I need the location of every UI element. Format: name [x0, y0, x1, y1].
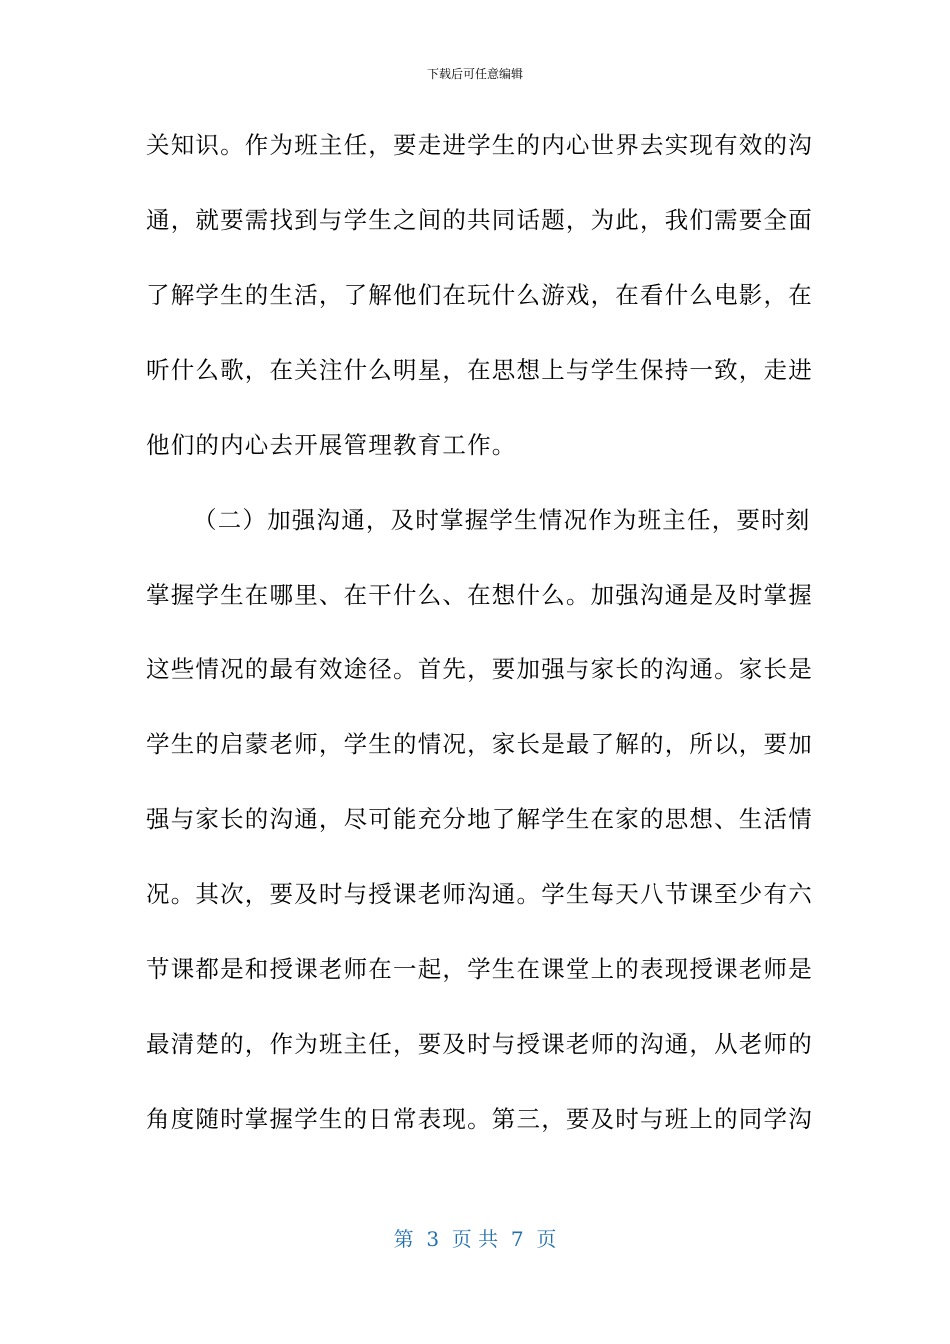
- text-line: 掌握学生在哪里、在干什么、在想什么。加强沟通是及时掌握: [146, 581, 813, 609]
- page-header-note: 下载后可任意编辑: [426, 67, 523, 81]
- page-number-footer: 第 3 页 共 7 页: [393, 1227, 557, 1251]
- text-line: 学生的启蒙老师，学生的情况，家长是最了解的，所以，要加: [146, 730, 813, 758]
- text-line: 他们的内心去开展管理教育工作。: [146, 431, 517, 459]
- text-line: 这些情况的最有效途径。首先，要加强与家长的沟通。家长是: [146, 655, 813, 683]
- text-line: 关知识。作为班主任，要走进学生的内心世界去实现有效的沟: [146, 131, 813, 159]
- text-line: 强与家长的沟通，尽可能充分地了解学生在家的思想、生活情: [146, 805, 813, 833]
- text-line: 况。其次，要及时与授课老师沟通。学生每天八节课至少有六: [146, 880, 813, 908]
- text-line: （二）加强沟通，及时掌握学生情况作为班主任，要时刻: [193, 506, 811, 534]
- text-line: 了解学生的生活，了解他们在玩什么游戏，在看什么电影，在: [146, 281, 813, 309]
- text-line: 最清楚的，作为班主任，要及时与授课老师的沟通，从老师的: [146, 1030, 813, 1058]
- text-line: 角度随时掌握学生的日常表现。第三，要及时与班上的同学沟: [146, 1105, 813, 1133]
- text-line: 节课都是和授课老师在一起，学生在课堂上的表现授课老师是: [146, 955, 813, 983]
- text-line: 听什么歌，在关注什么明星，在思想上与学生保持一致，走进: [146, 356, 813, 384]
- text-line: 通，就要需找到与学生之间的共同话题，为此，我们需要全面: [146, 206, 813, 234]
